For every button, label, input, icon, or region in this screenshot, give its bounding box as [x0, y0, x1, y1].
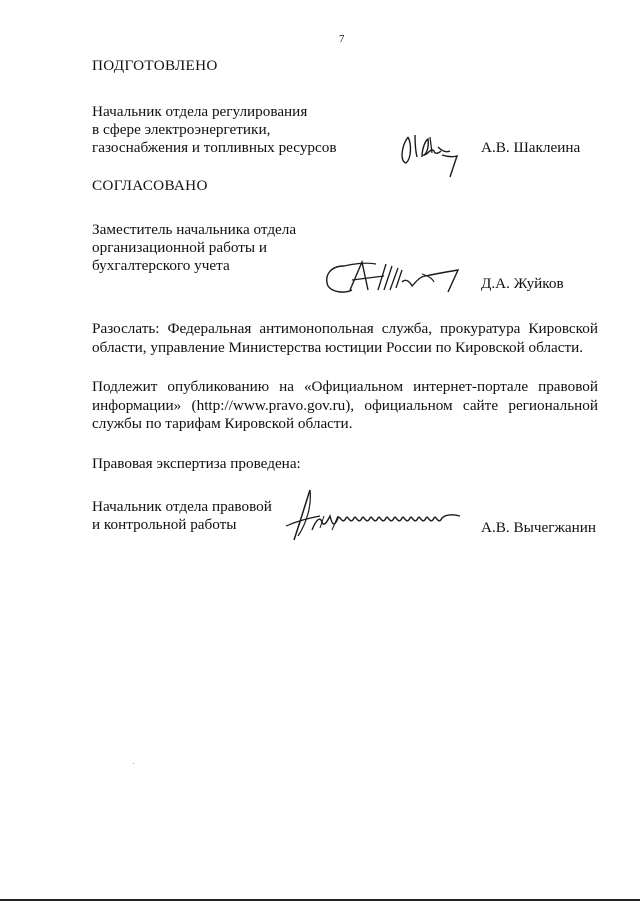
agreed-position-line: организационной работы и	[92, 239, 267, 256]
legal-review-name: А.В. Вычегжанин	[481, 519, 597, 536]
page-bottom-edge	[0, 899, 640, 901]
agreed-position-line: бухгалтерского учета	[92, 257, 230, 274]
legal-review-position-line: и контрольной работы	[92, 516, 237, 533]
prepared-position-line: газоснабжения и топливных ресурсов	[92, 139, 337, 156]
agreed-name: Д.А. Жуйков	[481, 275, 564, 292]
agreed-signature	[322, 252, 472, 302]
page-number: 7	[339, 33, 345, 45]
publication-line: Подлежит опубликованию на «Официальном интернет-портале правовой	[92, 378, 598, 395]
prepared-name: А.В. Шаклеина	[481, 139, 581, 156]
distribution-line: Разослать: Федеральная антимонопольная служба, прокуратура Кировской	[92, 320, 598, 337]
distribution-paragraph	[92, 320, 598, 357]
legal-review-position-line: Начальник отдела правовой	[92, 498, 272, 515]
legal-review-statement: Правовая экспертиза проведена:	[92, 455, 301, 472]
prepared-heading: ПОДГОТОВЛЕНО	[92, 57, 218, 74]
prepared-position-line: в сфере электроэнергетики,	[92, 121, 271, 138]
legal-review-position	[92, 498, 272, 534]
agreed-position-line: Заместитель начальника отдела	[92, 221, 297, 238]
agreed-heading: СОГЛАСОВАНО	[92, 177, 208, 194]
scan-speck	[133, 763, 134, 764]
agreed-position	[92, 221, 296, 275]
publication-line: информации» (http://www.pravo.gov.ru), официальном сайте региональной	[92, 396, 598, 414]
legal-review-signature	[280, 486, 470, 546]
prepared-position-line: Начальник отдела регулирования	[92, 103, 308, 120]
publication-paragraph	[92, 378, 598, 434]
prepared-signature	[398, 127, 464, 185]
prepared-position	[92, 103, 337, 157]
distribution-line: области, управление Министерства юстиции России по Кировской области.	[92, 338, 584, 356]
publication-line: службы по тарифам Кировской области.	[92, 415, 353, 432]
